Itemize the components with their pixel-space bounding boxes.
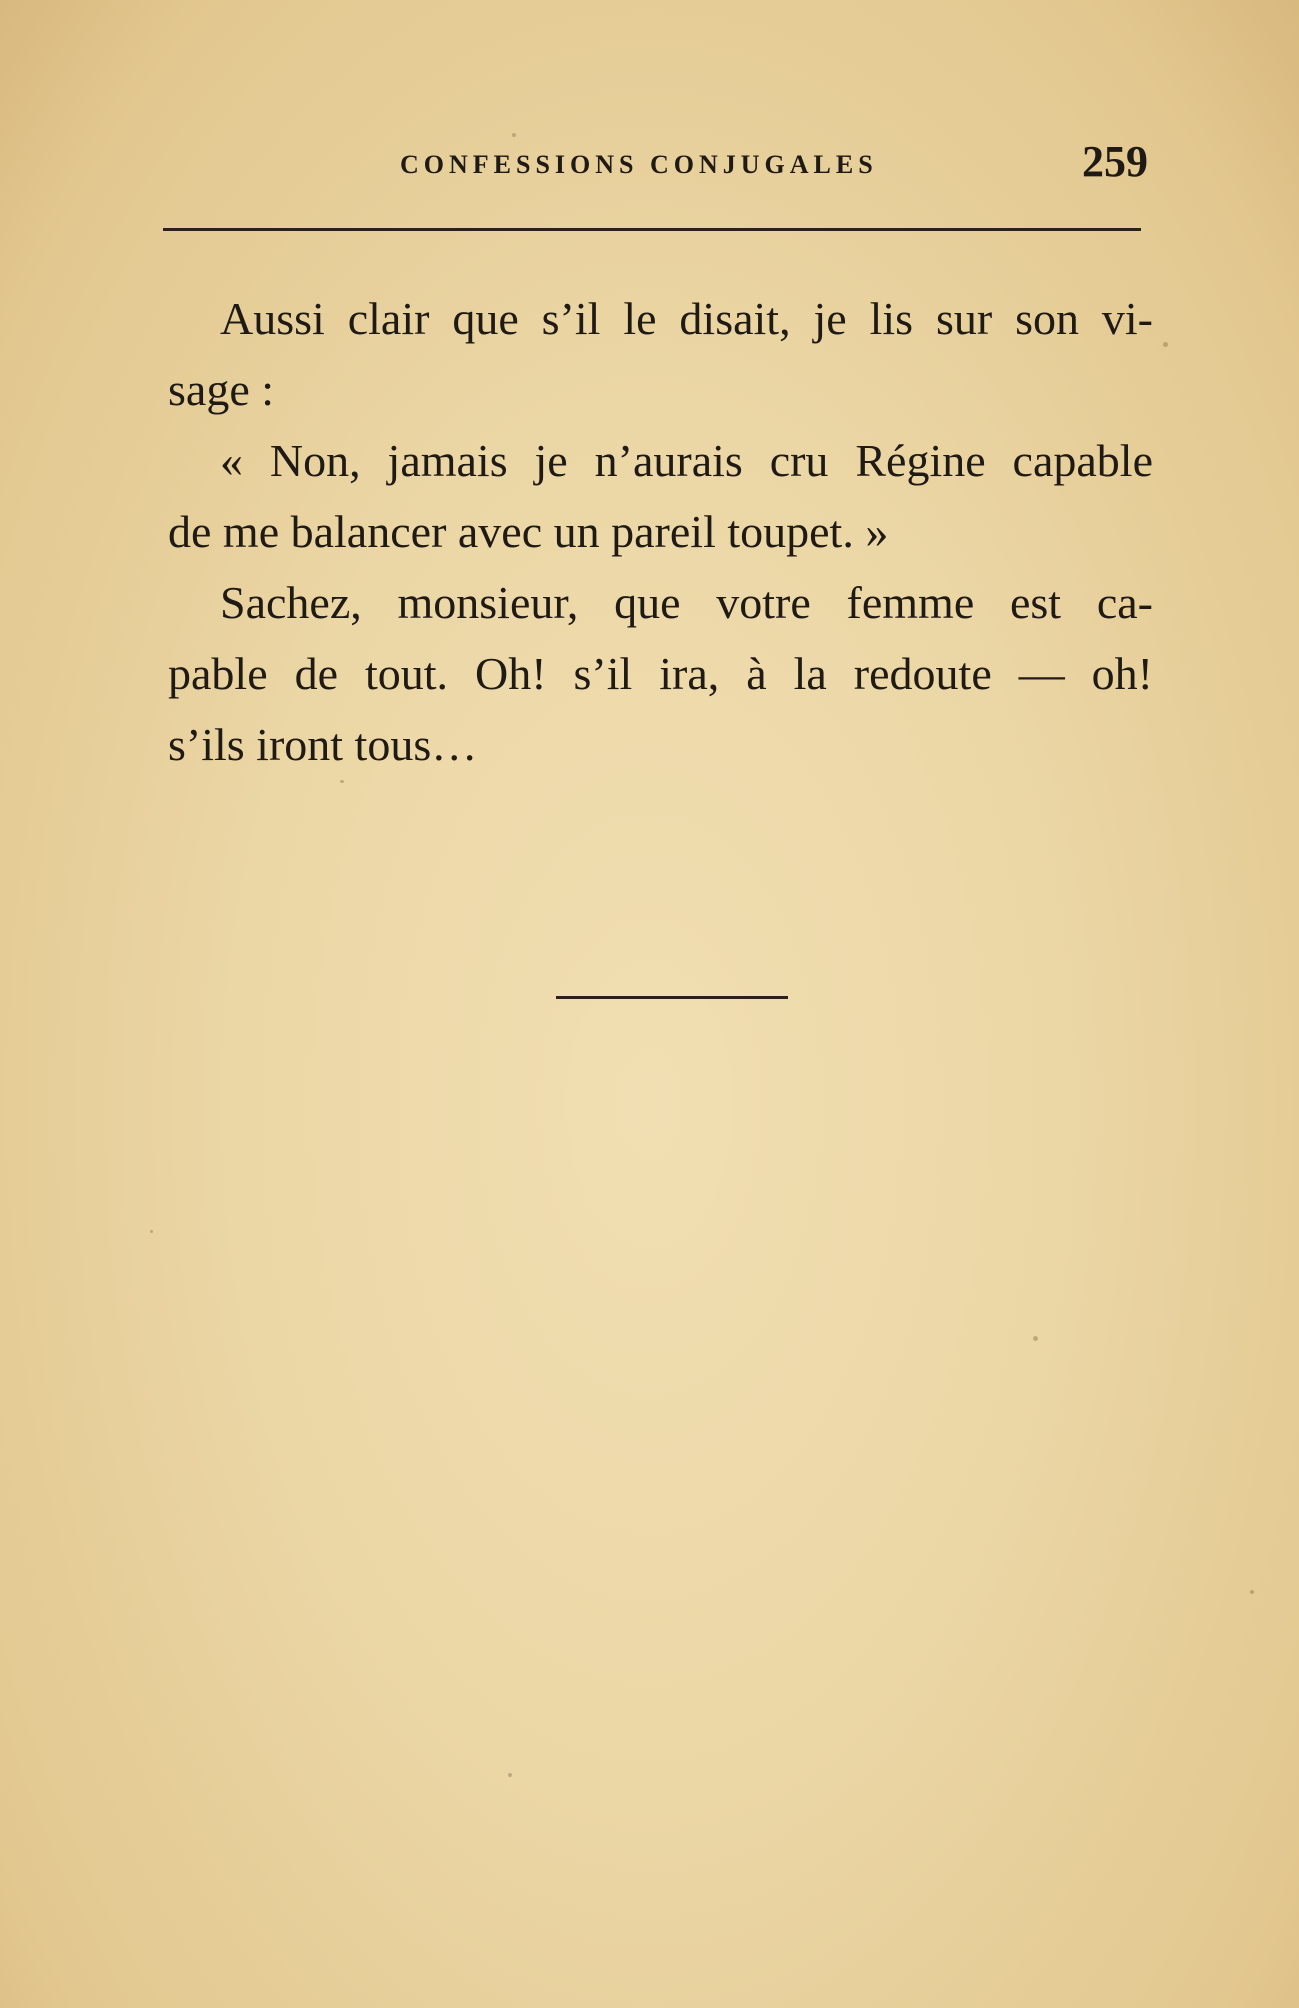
running-title: CONFESSIONS CONJUGALES: [400, 150, 878, 179]
paper-speck: [1163, 342, 1168, 347]
text-line: sage :: [168, 364, 275, 415]
paper-speck: [1033, 1336, 1038, 1341]
header-rule: [163, 228, 1141, 231]
paper-speck: [508, 1773, 512, 1777]
body-text: [168, 283, 1153, 780]
section-end-rule: [556, 996, 788, 999]
paper-speck: [150, 1230, 153, 1233]
text-line: de me balancer avec un pareil toupet. »: [168, 506, 889, 557]
text-line: Sachez, monsieur, que votre femme est ca-: [220, 577, 1153, 628]
page-number: 259: [1082, 137, 1148, 186]
text-line: pable de tout. Oh! s’il ira, à la redoute — oh!: [168, 648, 1153, 699]
text-line: Aussi clair que s’il le disait, je lis sur son vi-: [220, 293, 1153, 344]
paper-speck: [340, 780, 344, 783]
paper-speck: [1250, 1590, 1254, 1594]
paper-speck: [512, 133, 516, 137]
text-line: « Non, jamais je n’aurais cru Régine capable: [220, 435, 1153, 486]
text-line: s’ils iront tous…: [168, 719, 478, 770]
